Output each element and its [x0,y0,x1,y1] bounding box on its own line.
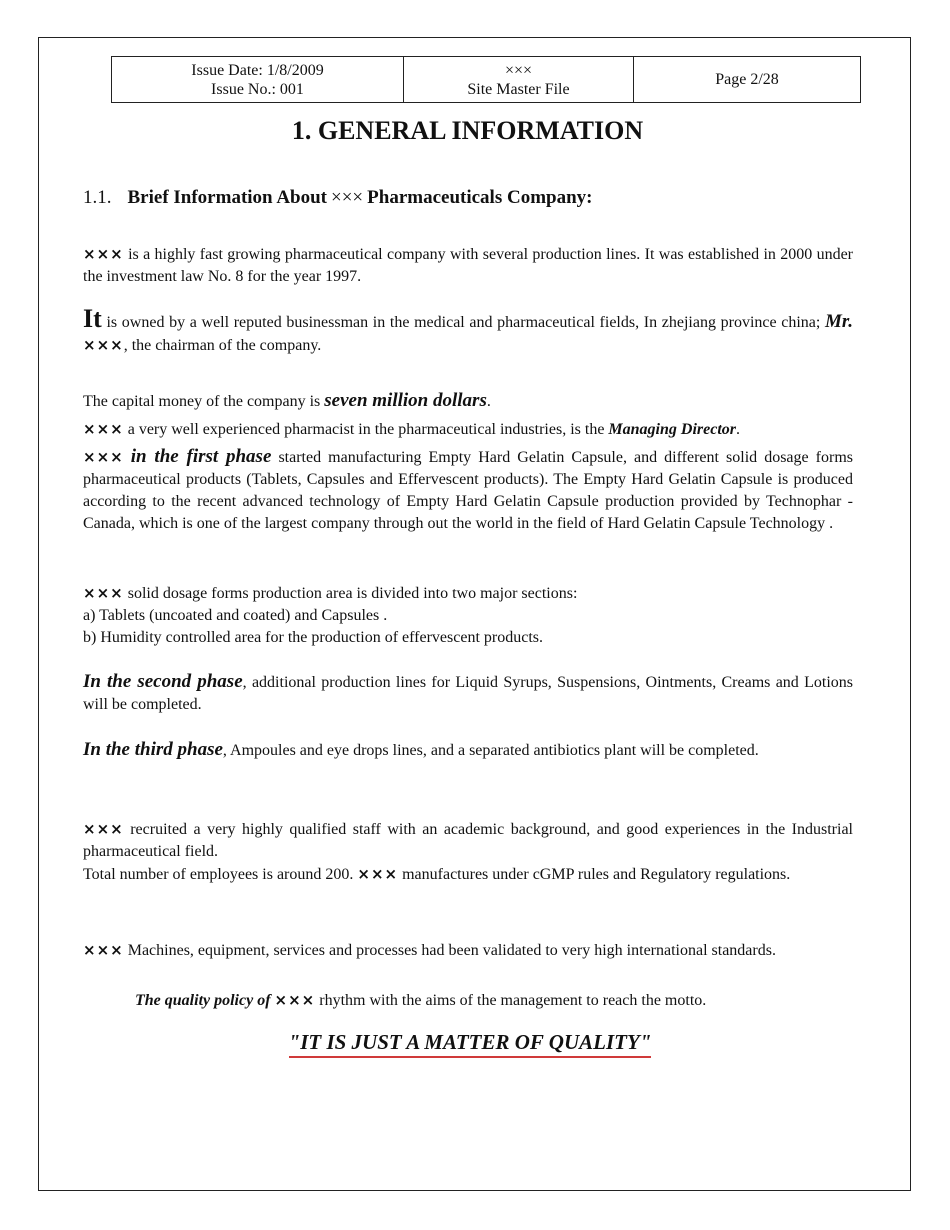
paragraph-text: The capital money of the company is [83,393,321,410]
company-mark: ××× [504,61,533,79]
company-mark: ××× [83,584,124,602]
paragraph-director [83,418,853,441]
header-page-cell [634,57,861,103]
paragraph-text: recruited a very highly qualified staff with an academic background, and good experiences in the Industrial pharmaceutical field. [83,821,854,860]
company-mark: ××× [83,336,124,354]
page-title: 1. GENERAL INFORMATION [291,116,644,145]
section-mark: ××× [331,187,364,208]
header-issue-cell [112,57,404,103]
paragraph-text: is owned by a well reputed businessman in the medical and pharmaceutical fields, In zhejiang province china; [106,314,821,331]
quality-policy-lead: The quality policy of [135,992,271,1009]
section-heading [83,187,853,210]
list-item-a: a) Tablets (uncoated and coated) and Capsules . [83,607,388,624]
punctuation: . [486,393,491,410]
second-phase-label: In the second phase [83,671,243,692]
punctuation: . [736,421,740,438]
paragraph-validation [83,939,853,962]
paragraph-text: , Ampoules and eye drops lines, and a separated antibiotics plant will be completed. [222,742,759,759]
employees-text: Total number of employees is around 200. [83,866,354,883]
paragraph-text: solid dosage forms production area is divided into two major sections: [127,585,578,602]
paragraph-capital [83,390,853,413]
company-mark: ××× [274,991,316,1009]
paragraph-text: started manufacturing Empty Hard Gelatin Capsule, and different solid dosage forms pharmaceutical products (Tablets, Capsules and Effervescent products). The Empty Hard Gelatin Capsule is produced according to the recent advanced technology of Empty Hard Gelatin Capsule production provided by Technophar -Canada, which is one of the largest company through out the world in the field of Hard Gelatin Capsule Technology . [83,449,854,532]
first-phase-label: in the first phase [130,446,272,467]
company-mark: ××× [83,448,124,466]
mr-label: Mr. [825,311,854,332]
company-mark: ××× [357,865,399,883]
paragraph-second-phase [83,671,853,716]
section-title-b: Pharmaceuticals Company: [367,187,593,208]
paragraph-text: a very well experienced pharmacist in the pharmaceutical industries, is the [127,421,605,438]
third-phase-label: In the third phase [83,739,223,760]
motto [0,1030,940,1055]
lead-word: It [83,304,102,333]
company-mark: ××× [83,245,124,263]
paragraph-sections [83,582,853,649]
paragraph-text: , additional production lines for Liquid Syrups, Suspensions, Ointments, Creams and Lotions will be completed. [83,674,853,713]
paragraph-third-phase [83,739,853,762]
page-number: Page 2/28 [715,71,779,88]
site-master-file: Site Master File [467,80,570,98]
paragraph-owner [83,304,854,357]
paragraph-tail: , the chairman of the company. [123,337,322,354]
paragraph-staff [83,818,853,886]
company-mark: ××× [83,941,124,959]
company-mark: ××× [83,820,124,838]
section-number: 1.1. [83,187,112,208]
paragraph-first-phase [83,446,853,535]
issue-number: Issue No.: 001 [211,80,304,98]
paragraph-text: rhythm with the aims of the management to reach the motto. [319,992,707,1009]
capital-amount: seven million dollars [324,390,487,411]
paragraph-quality-policy [135,989,855,1012]
document-header-table [111,56,861,103]
issue-date: Issue Date: 1/8/2009 [191,61,324,79]
header-title-cell [404,57,634,103]
paragraph-text: is a highly fast growing pharmaceutical company with several production lines. It was established in 2000 under the investment law No. 8 for the year 1997. [83,246,854,285]
motto-text: "IT IS JUST A MATTER OF QUALITY" [289,1030,652,1058]
section-title-a: Brief Information About [127,187,327,208]
list-item-b: b) Humidity controlled area for the production of effervescent products. [83,629,543,646]
paragraph-intro [83,243,853,288]
cgmp-text: manufactures under cGMP rules and Regulatory regulations. [402,866,791,883]
managing-director: Managing Director [608,421,736,438]
paragraph-text: Machines, equipment, services and processes had been validated to very high international standards. [127,942,776,959]
company-mark: ××× [83,420,124,438]
